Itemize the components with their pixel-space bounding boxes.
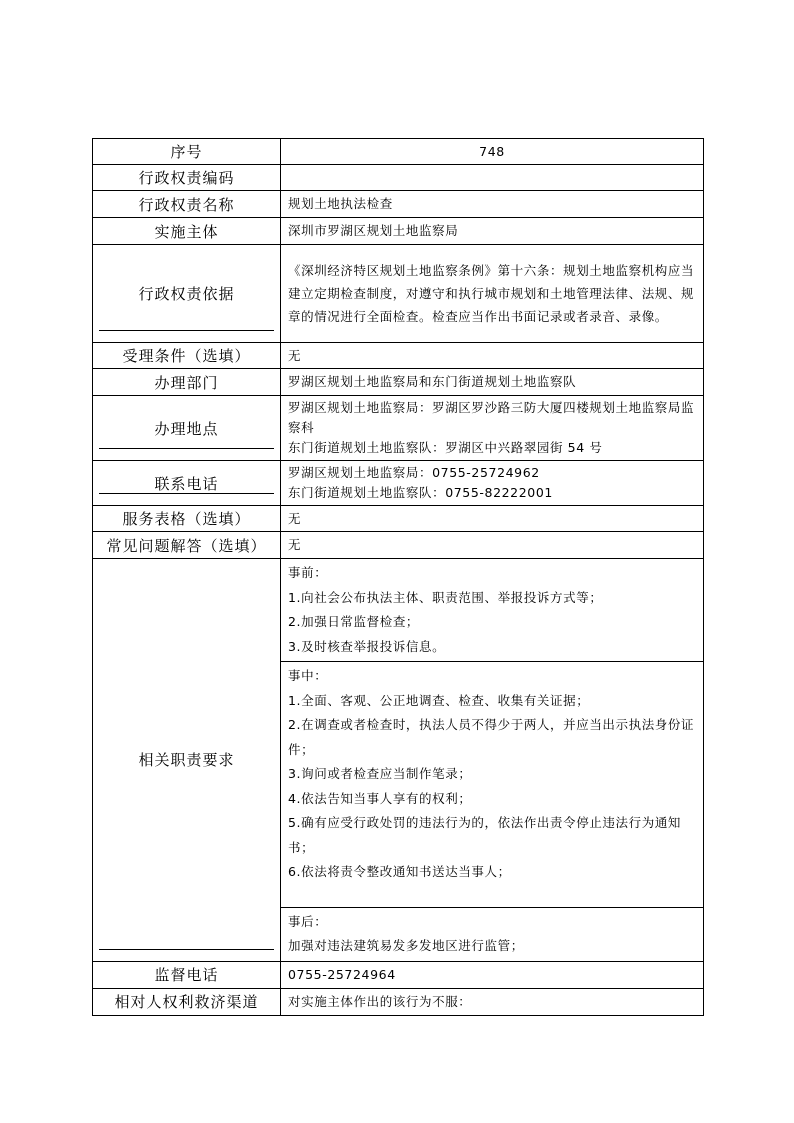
row-duties [93, 559, 704, 962]
label-duties: 相关职责要求 [93, 559, 281, 962]
value-code [281, 165, 704, 191]
value-phone [281, 461, 704, 506]
duties-before-item-1: 1.向社会公布执法主体、职责范围、举报投诉方式等； [288, 589, 603, 605]
duties-during-item-6: 6.依法将责令整改通知书送达当事人； [288, 864, 511, 879]
duties-after [281, 907, 703, 961]
row-subject [93, 218, 704, 245]
value-basis: 《深圳经济特区规划土地监察条例》第十六条：规划土地监察机构应当建立定期检查制度，对遵守和执行城市规划和土地管理法律、法规、规章的情况进行全面检查。检查应当作出书面记录或者录音、录像。 [281, 245, 704, 343]
row-code [93, 165, 704, 191]
duties-before-item-3: 3.及时核查举报投诉信息。 [288, 638, 446, 654]
label-remedy: 相对人权利救济渠道 [93, 988, 281, 1015]
label-dept: 办理部门 [93, 369, 281, 396]
label-basis: 行政权责依据 [93, 245, 281, 343]
row-remedy [93, 988, 704, 1015]
duty-table [92, 138, 704, 1016]
label-forms: 服务表格（选填） [93, 506, 281, 532]
duties-during-title: 事中： [288, 668, 328, 683]
label-supervision: 监督电话 [93, 961, 281, 988]
duties-during-item-2: 2.在调查或者检查时，执法人员不得少于两人，并应当出示执法身份证件； [288, 717, 695, 757]
label-subject: 实施主体 [93, 218, 281, 245]
value-remedy: 对实施主体作出的该行为不服： [281, 988, 704, 1015]
duties-after-item-1: 加强对违法建筑易发多发地区进行监管； [288, 938, 524, 953]
label-conditions: 受理条件（选填） [93, 343, 281, 369]
row-name [93, 191, 704, 218]
value-seq: 748 [281, 139, 704, 165]
row-basis [93, 245, 704, 343]
row-seq [93, 139, 704, 165]
value-dept: 罗湖区规划土地监察局和东门街道规划土地监察队 [281, 369, 704, 396]
value-location [281, 396, 704, 461]
value-supervision: 0755-25724964 [281, 961, 704, 988]
row-location [93, 396, 704, 461]
label-name: 行政权责名称 [93, 191, 281, 218]
duties-during-item-3: 3.询问或者检查应当制作笔录； [288, 766, 472, 781]
row-phone [93, 461, 704, 506]
label-location: 办理地点 [93, 396, 281, 461]
duties-before-item-2: 2.加强日常监督检查； [288, 614, 420, 629]
duties-during-item-4: 4.依法告知当事人享有的权利； [288, 790, 472, 806]
duties-during [281, 661, 703, 907]
duties-before [281, 559, 703, 661]
value-conditions: 无 [281, 343, 704, 369]
value-faq: 无 [281, 532, 704, 559]
location-line-1: 罗湖区规划土地监察局：罗湖区罗沙路三防大厦四楼规划土地监察局监察科 [288, 400, 695, 435]
label-seq: 序号 [93, 139, 281, 165]
row-faq [93, 532, 704, 559]
label-faq: 常见问题解答（选填） [93, 532, 281, 559]
row-conditions [93, 343, 704, 369]
row-dept [93, 369, 704, 396]
phone-line-2: 东门街道规划土地监察队：0755-82222001 [288, 485, 553, 500]
duties-during-gap [288, 885, 699, 905]
value-name: 规划土地执法检查 [281, 191, 704, 218]
label-code: 行政权责编码 [93, 165, 281, 191]
value-subject: 深圳市罗湖区规划土地监察局 [281, 218, 704, 245]
value-duties [281, 559, 704, 962]
duties-after-title: 事后： [288, 913, 328, 929]
value-forms: 无 [281, 506, 704, 532]
duties-before-title: 事前： [288, 565, 328, 580]
location-line-2: 东门街道规划土地监察队：罗湖区中兴路翠园街 54 号 [288, 440, 603, 455]
row-forms [93, 506, 704, 532]
label-phone: 联系电话 [93, 461, 281, 506]
row-supervision [93, 961, 704, 988]
duties-during-item-1: 1.全面、客观、公正地调查、检查、收集有关证据； [288, 692, 590, 708]
phone-line-1: 罗湖区规划土地监察局：0755-25724962 [288, 465, 540, 480]
duties-during-item-5: 5.确有应受行政处罚的违法行为的，依法作出责令停止违法行为通知书； [288, 815, 682, 855]
